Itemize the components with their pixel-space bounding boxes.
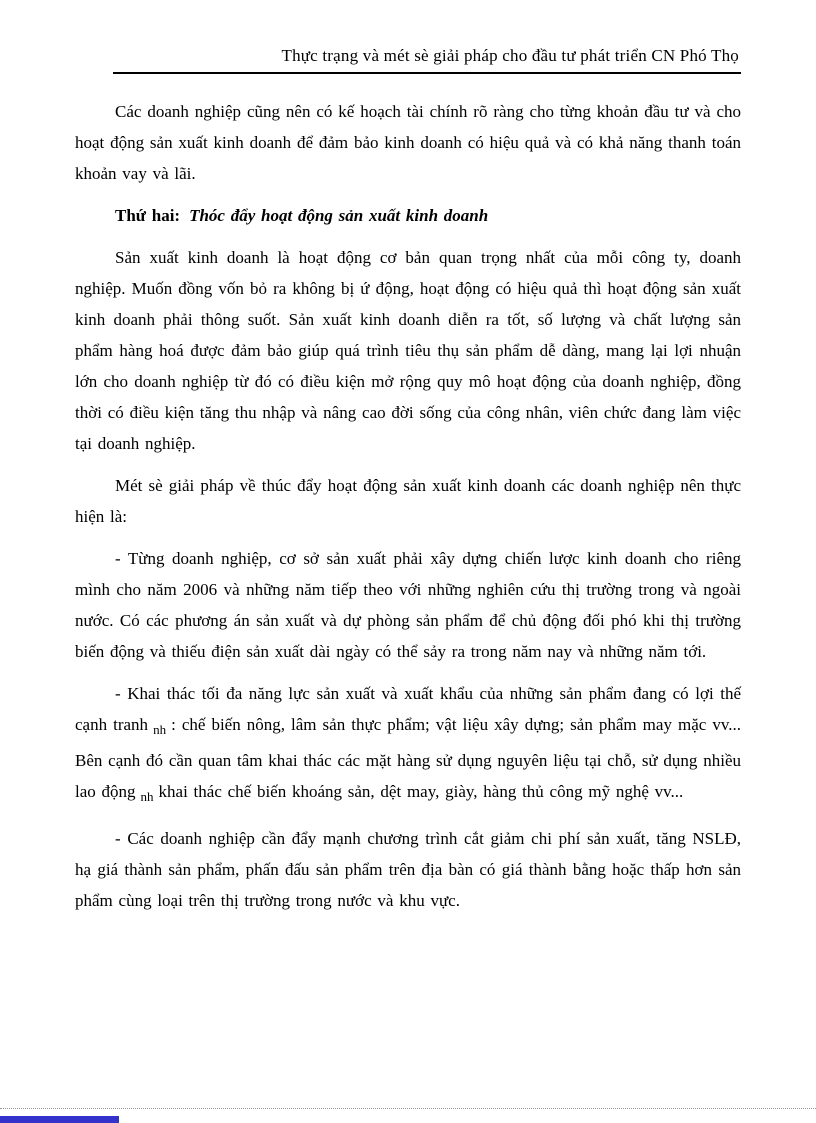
page-header-title: Thực trạng và mét sè giải pháp cho đầu tư phát triển CN Phó Thọ [281,46,739,65]
exploit-text-2: : chế biến nông, lâm sản thực phẩm; vật liệu xây dựng; sản phẩm may mặc vv... Bên cạnh đó cần quan tâm khai thác các mặt hàng sử dụng nguyên liệu tại chỗ, sử dụng nhiều lao động [75,715,741,801]
heading-thu-hai [75,200,741,231]
exploit-text-1: - Khai thác tối đa năng lực sản xuất và xuất khẩu của những sản phẩm đang có lợi thế cạnh tranh [75,684,741,734]
document-body [75,96,741,916]
exploit-subscript-2: nh [140,789,154,804]
footer-accent-bar [0,1116,119,1123]
footer-dotted-rule [0,1108,816,1109]
exploit-subscript-1: nh [153,722,167,737]
heading-label: Thứ hai: [115,206,181,225]
paragraph-exploit [75,678,741,812]
paragraph-strategy: - Từng doanh nghiệp, cơ sở sản xuất phải xây dựng chiến lược kinh doanh cho riêng mình cho năm 2006 và những năm tiếp theo với những nghiên cứu thị trường trong và ngoài nước. Có các phương án sản xuất và dự phòng sản phẩm để chủ động đối phó khi thị trường biến động và thiếu điện sản xuất dài ngày có thể sảy ra trong năm nay và những năm tới. [75,549,741,661]
header-rule [113,72,741,74]
paragraph-solutions-intro: Mét sè giải pháp về thúc đẩy hoạt động sản xuất kinh doanh các doanh nghiệp nên thực hiện là: [75,476,741,526]
paragraph-cost: - Các doanh nghiệp cần đẩy mạnh chương trình cắt giảm chi phí sản xuất, tăng NSLĐ, hạ giá thành sản phẩm, phấn đấu sản phẩm trên địa bàn có giá thành bằng hoặc thấp hơn sản phẩm cùng loại trên thị trường trong nước và khu vực. [75,829,741,910]
exploit-text-3: khai thác chế biến khoáng sản, dệt may, giày, hàng thủ công mỹ nghệ vv... [158,782,684,801]
paragraph-production: Sản xuất kinh doanh là hoạt động cơ bản quan trọng nhất của mỗi công ty, doanh nghiệp. Muốn đồng vốn bỏ ra không bị ứ động, hoạt động có hiệu quả thì hoạt động sản xuất kinh doanh phải thông suốt. Sản xuất kinh doanh diễn ra tốt, số lượng và chất lượng sản phẩm hàng hoá được đảm bảo giúp quá trình tiêu thụ sản phẩm dễ dàng, mang lại lợi nhuận lớn cho doanh nghiệp từ đó có điều kiện mở rộng quy mô hoạt động của doanh nghiệp, đồng thời có điều kiện tăng thu nhập và nâng cao đời sống của công nhân, viên chức đang làm việc tại doanh nghiệp. [75,248,741,453]
paragraph-finance: Các doanh nghiệp cũng nên có kế hoạch tài chính rõ ràng cho từng khoản đầu tư và cho hoạt động sản xuất kinh doanh để đảm bảo kinh doanh có hiệu quả và có khả năng thanh toán khoản vay và lãi. [75,102,741,183]
page-header [75,44,741,74]
heading-title: Thóc đẩy hoạt động sản xuất kinh doanh [189,206,489,225]
